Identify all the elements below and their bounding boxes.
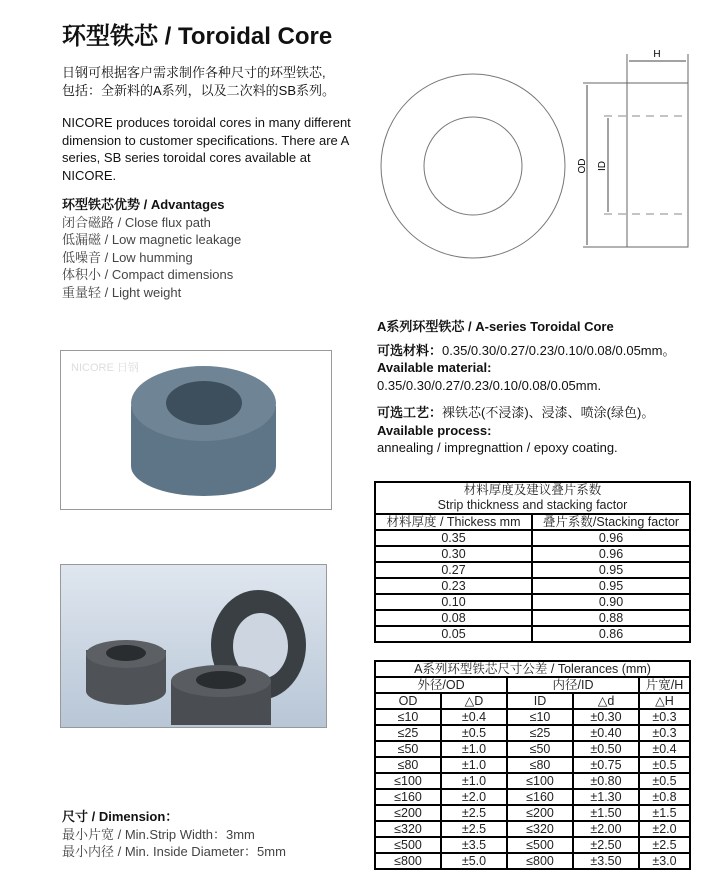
page-title: 环型铁芯 / Toroidal Core bbox=[62, 23, 333, 50]
table-row bbox=[375, 610, 690, 626]
table-row bbox=[375, 773, 690, 789]
table-row bbox=[375, 530, 690, 546]
table-cell: ±0.5 bbox=[441, 725, 507, 741]
table-cell: 0.35 bbox=[375, 530, 532, 546]
material-cn: 0.35/0.30/0.27/0.23/0.10/0.08/0.05mm。 bbox=[442, 342, 676, 358]
column-header: 叠片系数/Stacking factor bbox=[532, 514, 690, 530]
dimension-item: 最小片宽 / Min.Strip Width：3mm bbox=[62, 826, 255, 842]
dimension-heading: 尺寸 / Dimension： bbox=[62, 809, 179, 824]
table-cell: ≤200 bbox=[507, 805, 573, 821]
table-cell: ±0.5 bbox=[639, 773, 690, 789]
table-cell: 0.90 bbox=[532, 594, 690, 610]
table-cell: ±1.0 bbox=[441, 757, 507, 773]
table-cell: ±0.3 bbox=[639, 725, 690, 741]
table-row bbox=[375, 562, 690, 578]
title-cn: 材料厚度及建议叠片系数 bbox=[463, 483, 602, 497]
table-cell: ±0.75 bbox=[573, 757, 639, 773]
table-cell: ≤50 bbox=[507, 741, 573, 757]
table-cell: ±2.5 bbox=[639, 837, 690, 853]
process-en: annealing / impregnattion / epoxy coating. bbox=[377, 440, 618, 455]
column-header: ID bbox=[507, 693, 573, 709]
advantage-item: 重量轻 / Light weight bbox=[62, 284, 182, 300]
column-header: 材料厚度 / Thickess mm bbox=[375, 514, 532, 530]
advantage-item: 低噪音 / Low humming bbox=[62, 249, 193, 265]
intro-line: NICORE produces toroidal cores in many different bbox=[62, 115, 351, 130]
table-cell: ±1.0 bbox=[441, 773, 507, 789]
table-row bbox=[375, 821, 690, 837]
table-cell: ±1.5 bbox=[639, 805, 690, 821]
table-cell: ±0.80 bbox=[573, 773, 639, 789]
table-cell: ≤100 bbox=[375, 773, 441, 789]
core-dimension-diagram bbox=[0, 0, 723, 280]
process-cn: 裸铁芯(不浸漆)、浸漆、喷涂(绿色)。 bbox=[442, 405, 655, 420]
table-cell: ≤160 bbox=[375, 789, 441, 805]
table-row bbox=[375, 546, 690, 562]
table-cell: ±0.3 bbox=[639, 709, 690, 725]
material-cn-label: 可选材料： bbox=[377, 342, 443, 358]
inner-circle bbox=[424, 117, 522, 215]
table-cell: ±0.4 bbox=[441, 709, 507, 725]
table-cell: ≤800 bbox=[375, 853, 441, 869]
a-series-heading: A系列环型铁芯 / A-series Toroidal Core bbox=[377, 319, 614, 334]
product-photo-cores bbox=[60, 564, 327, 728]
table-cell: 0.95 bbox=[532, 562, 690, 578]
table-cell: ±0.30 bbox=[573, 709, 639, 725]
table-cell: ±0.5 bbox=[639, 757, 690, 773]
table-cell: ≤100 bbox=[507, 773, 573, 789]
table-cell: 0.30 bbox=[375, 546, 532, 562]
id-label: ID bbox=[597, 161, 608, 171]
column-header: △D bbox=[441, 693, 507, 709]
table-cell: ≤80 bbox=[375, 757, 441, 773]
table-cell: ±0.50 bbox=[573, 741, 639, 757]
table-cell: ±2.50 bbox=[573, 837, 639, 853]
material-en: 0.35/0.30/0.27/0.23/0.10/0.08/0.05mm. bbox=[377, 377, 602, 393]
advantage-item: 低漏磁 / Low magnetic leakage bbox=[62, 232, 242, 247]
table-cell: 0.23 bbox=[375, 578, 532, 594]
table-cell: ≤10 bbox=[507, 709, 573, 725]
watermark: NICORE 日钢 bbox=[71, 362, 139, 374]
table-row bbox=[375, 741, 690, 757]
advantages-heading: 环型铁芯优势 / Advantages bbox=[62, 197, 225, 212]
product-photo-single-core bbox=[60, 350, 332, 510]
intro-line: 日钢可根据客户需求制作各种尺寸的环型铁芯, bbox=[62, 65, 326, 80]
table-cell: ±1.0 bbox=[441, 741, 507, 757]
process-cn-label: 可选工艺： bbox=[377, 405, 443, 420]
table-row bbox=[375, 853, 690, 869]
material-en-label: Available material: bbox=[377, 360, 492, 375]
table-cell: ≤50 bbox=[375, 741, 441, 757]
table-cell: ≤10 bbox=[375, 709, 441, 725]
group-header: 片宽/H bbox=[639, 677, 690, 693]
process-en-label: Available process: bbox=[377, 422, 492, 438]
table-cell: ±2.5 bbox=[441, 821, 507, 837]
table-cell: ≤320 bbox=[507, 821, 573, 837]
table-cell: 0.27 bbox=[375, 562, 532, 578]
title-en: Strip thickness and stacking factor bbox=[437, 498, 628, 512]
table-cell: ±5.0 bbox=[441, 853, 507, 869]
table-cell: ≤500 bbox=[507, 837, 573, 853]
table-cell: ±0.40 bbox=[573, 725, 639, 741]
table-cell: ≤200 bbox=[375, 805, 441, 821]
table-row bbox=[375, 789, 690, 805]
dimension-item: 最小内径 / Min. Inside Diameter：5mm bbox=[62, 844, 286, 859]
table-row bbox=[375, 578, 690, 594]
column-header: △H bbox=[639, 693, 690, 709]
table-cell: 0.95 bbox=[532, 578, 690, 594]
side-view bbox=[627, 83, 688, 247]
table-cell: ±2.0 bbox=[639, 821, 690, 837]
stacking-table-title bbox=[375, 482, 690, 514]
table-cell: 0.88 bbox=[532, 610, 690, 626]
intro-line: series, SB series toroidal cores available at bbox=[62, 150, 311, 165]
table-cell: ±1.50 bbox=[573, 805, 639, 821]
intro-line: NICORE. bbox=[62, 167, 117, 183]
table-cell: ±1.30 bbox=[573, 789, 639, 805]
dimension-section bbox=[62, 808, 286, 861]
table-cell: 0.86 bbox=[532, 626, 690, 642]
h-label: H bbox=[653, 49, 661, 60]
table-cell: ±3.0 bbox=[639, 853, 690, 869]
table-cell: ≤320 bbox=[375, 821, 441, 837]
table-cell: 0.05 bbox=[375, 626, 532, 642]
group-header: 外径/OD bbox=[375, 677, 507, 693]
table-cell: ±2.00 bbox=[573, 821, 639, 837]
table-row bbox=[375, 805, 690, 821]
column-header: OD bbox=[375, 693, 441, 709]
column-header: △d bbox=[573, 693, 639, 709]
table-cell: ±3.50 bbox=[573, 853, 639, 869]
table-cell: 0.96 bbox=[532, 546, 690, 562]
table-row bbox=[375, 709, 690, 725]
table-cell: ±3.5 bbox=[441, 837, 507, 853]
outer-circle bbox=[381, 74, 565, 258]
table-cell: ±0.4 bbox=[639, 741, 690, 757]
tolerance-table bbox=[374, 660, 691, 870]
tolerance-table-title: A系列环型铁芯尺寸公差 / Tolerances (mm) bbox=[375, 661, 690, 677]
advantage-item: 体积小 / Compact dimensions bbox=[62, 267, 234, 282]
table-row bbox=[375, 725, 690, 741]
table-row bbox=[375, 757, 690, 773]
table-cell: ≤160 bbox=[507, 789, 573, 805]
table-cell: ≤500 bbox=[375, 837, 441, 853]
stacking-factor-table bbox=[374, 481, 691, 643]
table-cell: ±2.0 bbox=[441, 789, 507, 805]
od-label: OD bbox=[577, 158, 588, 174]
table-cell: ≤25 bbox=[507, 725, 573, 741]
advantage-item: 闭合磁路 / Close flux path bbox=[62, 214, 211, 230]
table-cell: 0.08 bbox=[375, 610, 532, 626]
group-header: 内径/ID bbox=[507, 677, 639, 693]
table-cell: ≤25 bbox=[375, 725, 441, 741]
table-cell: ±0.8 bbox=[639, 789, 690, 805]
table-cell: 0.10 bbox=[375, 594, 532, 610]
table-cell: ≤80 bbox=[507, 757, 573, 773]
table-row bbox=[375, 626, 690, 642]
table-cell: 0.96 bbox=[532, 530, 690, 546]
table-row bbox=[375, 594, 690, 610]
a-series-section bbox=[377, 318, 675, 457]
table-row bbox=[375, 837, 690, 853]
table-cell: ±2.5 bbox=[441, 805, 507, 821]
intro-line: 包括：全新料的A系列，以及二次料的SB系列。 bbox=[62, 82, 336, 98]
table-cell: ≤800 bbox=[507, 853, 573, 869]
intro-line: dimension to customer specifications. There are A bbox=[62, 132, 350, 148]
